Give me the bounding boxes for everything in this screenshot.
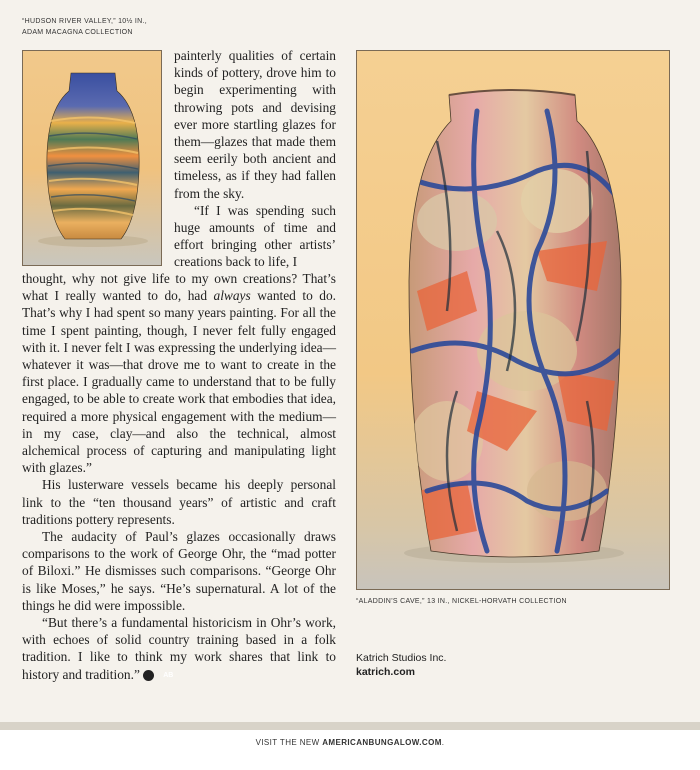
emphasis-always: always bbox=[213, 288, 251, 304]
aladdins-cave-vase-illustration bbox=[357, 51, 670, 590]
paragraph-2-continued bbox=[22, 270, 336, 476]
body-text-wide-column bbox=[22, 270, 336, 683]
photo-credit bbox=[356, 651, 446, 679]
footer-promo bbox=[0, 738, 700, 747]
big-photo-caption: “ALADDIN’S CAVE,” 13 IN., NICKEL-HORVATH COLLECTION bbox=[356, 598, 567, 605]
small-caption-line-2: ADAM MACAGNA COLLECTION bbox=[22, 29, 133, 36]
paragraph-3: His lusterware vessels became his deeply personal link to the “ten thousand years” of artistic and craft traditions pottery represents. bbox=[22, 477, 336, 527]
paragraph-4: The audacity of Paul’s glazes occasionally draws comparisons to the work of George Ohr, the “mad potter of Biloxi.” He dismisses such comparisons. “George Ohr is like Moses,” he says. “He’s supernatural. A lot of the things he did were impossible. bbox=[22, 529, 336, 613]
hudson-river-valley-vase-photo bbox=[22, 50, 162, 266]
small-photo-caption bbox=[22, 16, 147, 38]
credit-url-link[interactable]: katrich.com bbox=[356, 666, 415, 678]
hudson-vase-illustration bbox=[23, 51, 162, 266]
credit-studio: Katrich Studios Inc. bbox=[356, 652, 447, 664]
small-caption-line-1: “HUDSON RIVER VALLEY,” 10½ IN., bbox=[22, 18, 147, 25]
paragraph-1: painterly qualities of certain kinds of pottery, drove him to begin experimenting with throwing pots and devising ever more startling glazes for them—glazes that made them seem eerily both ancient and timeless, as if they had fallen from the sky. bbox=[174, 48, 336, 201]
body-text-narrow-column bbox=[174, 47, 336, 271]
paragraph-5-text: “But there’s a fundamental historicism in Ohr’s work, with echoes of solid country training based in a folk tradition. I like to think my work shares that link to history and tradition.” bbox=[22, 615, 336, 682]
article-end-mark-icon: AB bbox=[143, 670, 154, 681]
footer-prefix: VISIT THE NEW bbox=[255, 738, 323, 747]
footer-suffix: . bbox=[441, 738, 445, 747]
paragraph-5 bbox=[22, 614, 336, 683]
paragraph-2-part-b: thought, why not give life to my own creations? That’s what I really wanted to do, had bbox=[22, 271, 336, 304]
paragraph-2-start: “If I was spending such huge amounts of time and effort bringing other artists’ creations back to life, I bbox=[174, 202, 336, 270]
aladdins-cave-vase-photo bbox=[356, 50, 670, 590]
footer-site-link[interactable]: AMERICANBUNGALOW.COM bbox=[322, 738, 442, 747]
paragraph-2-part-c: wanted to do. That’s why I had spent so many years painting. For all the time I spent painting, though, I never felt fully engaged with it. I never felt I was expressing the underlying idea—whatever it was—that drove me to want to create in the first place. I gradually came to understand that to be fully engaged, to be able to create work that embodies that idea, required a more physical engagement with the medium—in my case, clay—and also the technical, almost alchemical process of capturing and manipulating light with glazes.” bbox=[22, 288, 336, 476]
